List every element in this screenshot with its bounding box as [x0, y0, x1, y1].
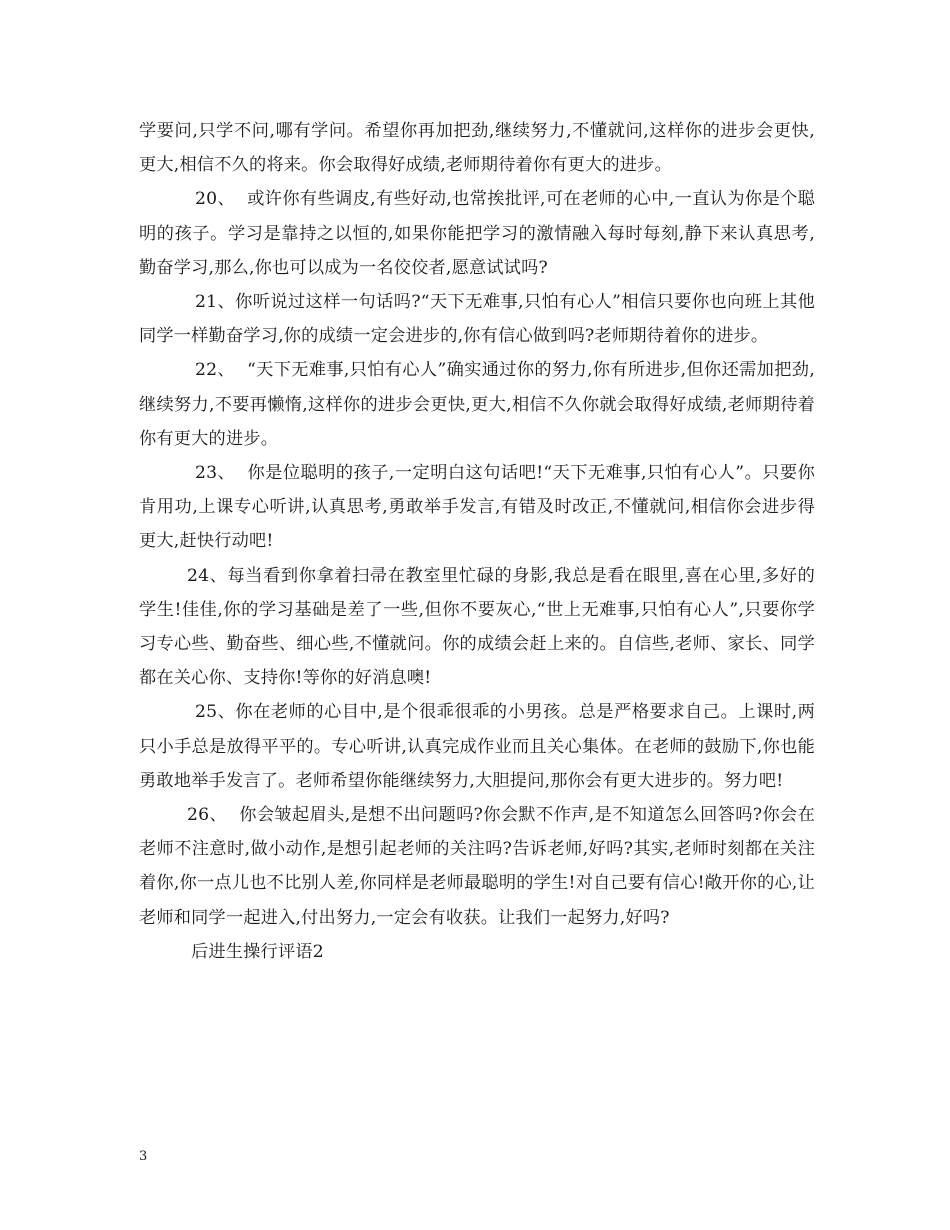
item-number: 23、 [195, 463, 236, 484]
item-number: 22、 [195, 360, 235, 381]
paragraph-26 [139, 798, 815, 935]
page-number: 3 [139, 1149, 148, 1164]
paragraph-21: 21、你听说过这样一句话吗?“天下无难事,只怕有心人”相信只要你也向班上其他同学一样勤奋学习,你的成绩一定会进步的,你有信心做到吗?老师期待着你的进步。 [139, 292, 815, 347]
paragraph-text: 你是位聪明的孩子,一定明白这句话吧!“天下无难事,只怕有心人”。只要你肯用功,上课专心听讲,认真思考,勇敢举手发言,有错及时改正,不懂就问,相信你会进步得更大,赶快行动吧! [139, 463, 815, 552]
paragraph-text: 或许你有些调皮,有些好动,也常挨批评,可在老师的心中,一直认为你是个聪明的孩子。学习是靠持之以恒的,如果你能把学习的激情融入每时每刻,静下来认真思考,勤奋学习,那么,你也可以成为一名佼佼者,愿意试试吗? [139, 189, 815, 278]
paragraph-24: 24、每当看到你拿着扫帚在教室里忙碌的身影,我总是看在眼里,喜在心里,多好的学生!佳佳,你的学习基础是差了一些,但你不要灰心,“世上无难事,只怕有心人”,只要你学习专心些、勤奋些、细心些,不懂就问。你的成绩会赶上来的。自信些,老师、家长、同学都在关心你、支持你!等你的好消息噢! [139, 565, 815, 689]
paragraph-text: “天下无难事,只怕有心人”确实通过你的努力,你有所进步,但你还需加把劲,继续努力,不要再懒惰,这样你的进步会更快,更大,相信不久你就会取得好成绩,老师期待着你有更大的进步。 [139, 360, 815, 449]
paragraph-continued: 学要问,只学不问,哪有学问。希望你再加把劲,继续努力,不懂就问,这样你的进步会更快,更大,相信不久的将来。你会取得好成绩,老师期待着你有更大的进步。 [139, 121, 815, 176]
item-number: 20、 [195, 189, 236, 210]
paragraph-25: 25、你在老师的心目中,是个很乖很乖的小男孩。总是严格要求自己。上课时,两只小手总是放得平平的。专心听讲,认真完成作业而且关心集体。在老师的鼓励下,你也能勇敢地举手发言了。老师希望你能继续努力,大胆提问,那你会有更大进步的。努力吧! [139, 702, 815, 791]
item-number: 26、 [187, 805, 228, 826]
section-heading: 后进生操行评语2 [191, 941, 324, 962]
paragraph-22 [139, 353, 815, 456]
page-body [139, 114, 815, 969]
paragraph-text: 你会皱起眉头,是想不出问题吗?你会默不作声,是不知道怎么回答吗?你会在老师不注意时,做小动作,是想引起老师的关注吗?告诉老师,好吗?其实,老师时刻都在关注着你,你一点儿也不比别人差,你同样是老师最聪明的学生!对自己要有信心!敞开你的心,让老师和同学一起进入,付出努力,一定会有收获。让我们一起努力,好吗? [139, 805, 815, 928]
paragraph-23 [139, 456, 815, 559]
paragraph-20 [139, 182, 815, 285]
